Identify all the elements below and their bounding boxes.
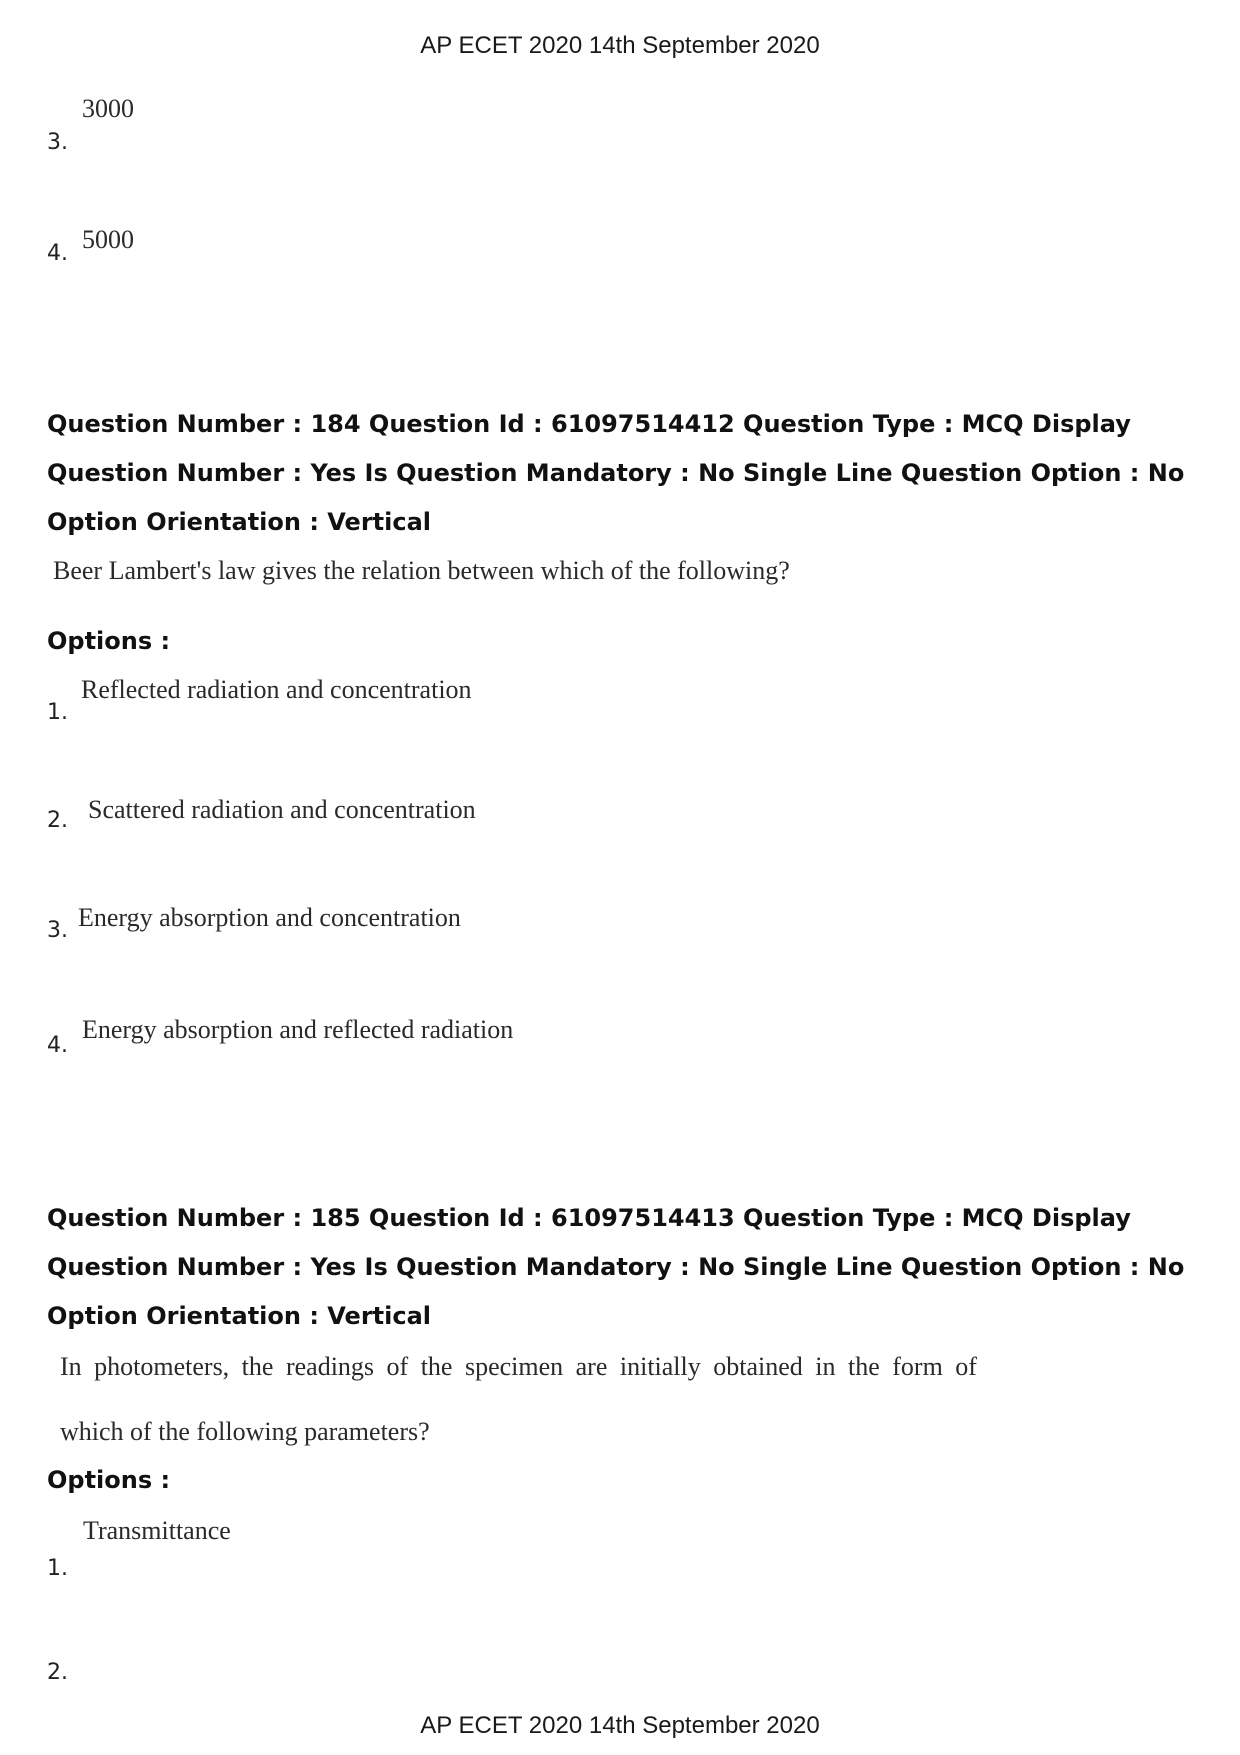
options-label: Options :: [47, 1466, 171, 1494]
option-number: 1.: [47, 700, 68, 725]
page-footer: AP ECET 2020 14th September 2020: [420, 1712, 820, 1739]
option-number: 4.: [47, 1033, 68, 1058]
option-text: 5000: [82, 225, 134, 254]
option-text: Scattered radiation and concentration: [88, 795, 476, 824]
option-number: 1.: [47, 1556, 68, 1581]
question-meta: Question Number : 185 Question Id : 61097514413 Question Type : MCQ Display Question Number : Yes Is Question Mandatory : No Single Line Question Option : No Option Orientation : Vertical: [47, 1204, 1185, 1330]
options-label: Options :: [47, 627, 171, 655]
option-text: Transmittance: [83, 1516, 231, 1545]
option-text: Reflected radiation and concentration: [81, 675, 472, 704]
question-text: Beer Lambert's law gives the relation between which of the following?: [53, 556, 790, 585]
page-header: AP ECET 2020 14th September 2020: [420, 32, 820, 59]
option-text: Energy absorption and concentration: [78, 903, 461, 932]
option-number: 3.: [47, 130, 68, 155]
option-number: 3.: [47, 918, 68, 943]
question-text: which of the following parameters?: [60, 1417, 430, 1446]
option-number: 4.: [47, 241, 68, 266]
question-text: In photometers, the readings of the specimen are initially obtained in the form of: [60, 1352, 977, 1381]
question-meta: Question Number : 184 Question Id : 61097514412 Question Type : MCQ Display Question Number : Yes Is Question Mandatory : No Single Line Question Option : No Option Orientation : Vertical: [47, 410, 1185, 536]
option-text: Energy absorption and reflected radiation: [82, 1015, 514, 1044]
option-text: 3000: [82, 94, 134, 123]
option-number: 2.: [47, 1660, 68, 1685]
option-number: 2.: [47, 808, 68, 833]
